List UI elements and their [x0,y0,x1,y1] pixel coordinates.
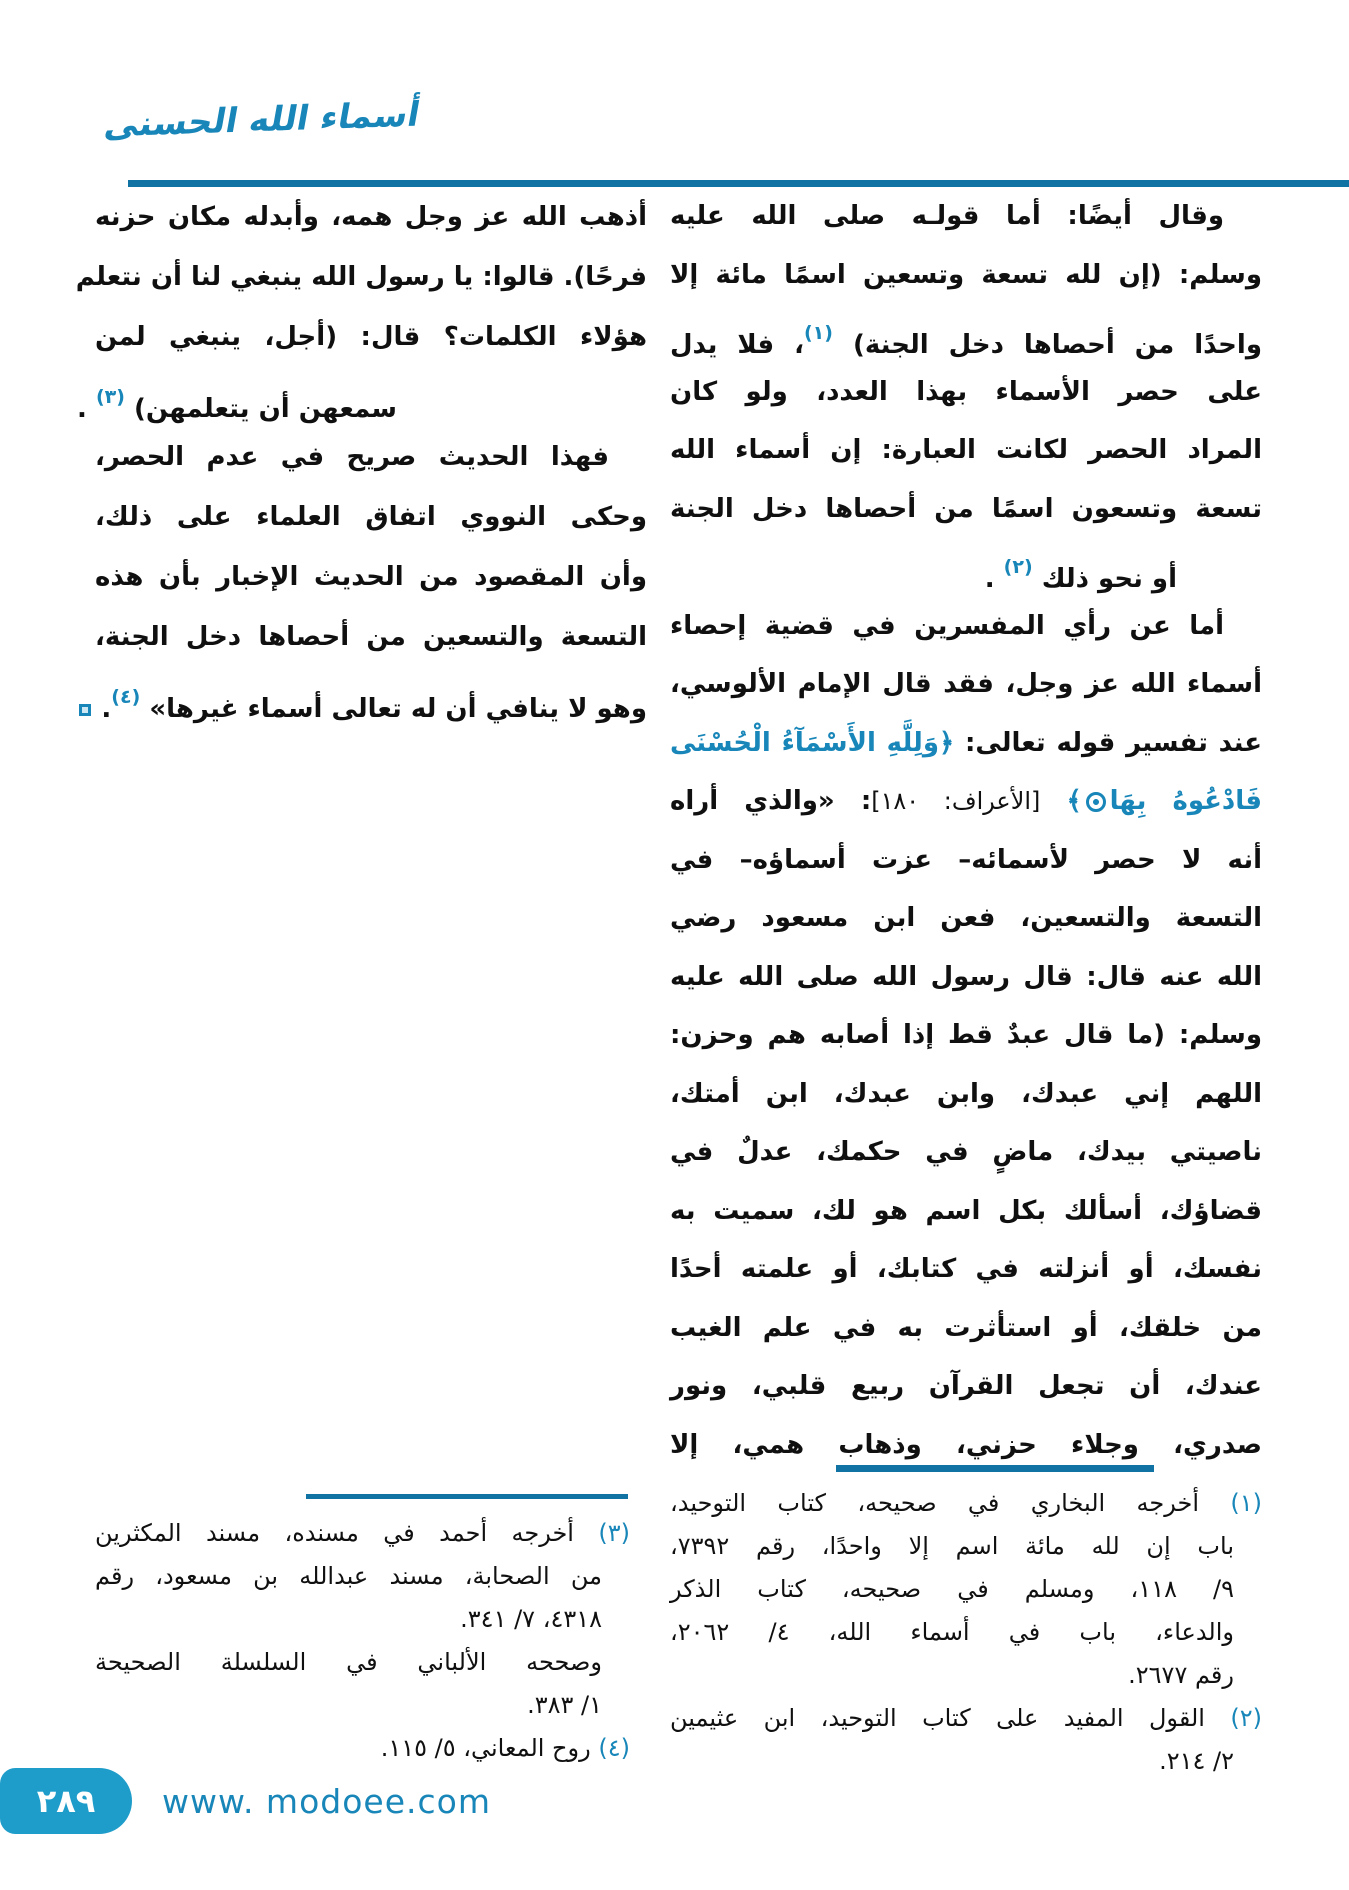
surah-reference: [الأعراف: ١٨٠] [871,787,1041,815]
text-segment: المراد الحصر لكانت العبارة: إن أسماء الله [670,435,1262,465]
text-segment: وقال أيضًا: أما قولـه صلى الله عليه [670,201,1224,231]
text-line [670,1006,1262,1065]
text-line [95,1727,630,1770]
text-line [95,1555,630,1598]
text-line [95,607,647,667]
book-title-calligraphy: أسماء الله الحسنى [101,94,424,146]
footnote-ref: (٣) [95,386,125,408]
text-line [670,187,1262,246]
text-segment: من خلقك، أو استأثرت به في علم الغيب [670,1312,1262,1343]
text-segment: اللهم إني عبدك، وابن عبدك، ابن أمتك، [670,1078,1262,1109]
text-line [95,1641,630,1684]
text-line [670,246,1262,305]
text-segment: : «والذي أراه [670,786,872,816]
text-line [670,1525,1262,1568]
text-segment: سمعهن أن يتعلمهن) [124,394,397,424]
text-line [670,1697,1262,1740]
text-segment: باب إن لله مائة اسم إلا واحدًا، رقم ٧٣٩٢، [670,1532,1234,1560]
text-segment: أما عن رأي المفسرين في قضية إحصاء [670,610,1224,641]
text-line [95,1512,630,1555]
text-segment: القول المفيد على كتاب التوحيد، ابن عثيمين [670,1704,1205,1732]
text-segment: ١/ ٣٨٣. [527,1691,602,1719]
text-line [670,948,1262,1007]
quran-verse-text: فَادْعُوهُ بِهَا [1109,786,1263,816]
footnote-marker: (٣) [573,1519,630,1547]
text-segment: وأن المقصود من الحديث الإخبار بأن هذه [95,562,647,592]
text-segment: أو نحو ذلك [1032,564,1177,594]
text-segment: روح المعاني، ٥/ ١١٥. [380,1734,591,1762]
text-segment: واحدًا من أحصاها دخل الجنة) [832,330,1262,360]
footnote-marker: (٢) [1204,1704,1262,1732]
text-line [670,480,1262,539]
text-line [670,421,1262,480]
text-segment: الله عنه قال: قال رسول الله صلى الله عليه [670,961,1262,992]
text-line [95,307,647,367]
text-line [670,1065,1262,1124]
text-segment: رقم ٢٦٧٧. [1128,1661,1234,1689]
header-rule [128,180,1349,187]
text-line [95,427,647,487]
text-line [670,538,1262,597]
text-segment: صدري، وجلاء حزني، وذهاب همي، إلا [670,1429,1262,1460]
footnotes-right [670,1482,1262,1783]
text-segment: . [101,694,112,724]
text-segment: تسعة وتسعون اسمًا من أحصاها دخل الجنة [670,493,1262,524]
text-line [95,1684,630,1727]
text-line [670,1240,1262,1299]
text-segment: أنه لا حصر لأسمائه– عزت أسماؤه– في [670,844,1262,875]
text-line [95,487,647,547]
section-end-icon [79,704,91,716]
text-line [670,363,1262,422]
footnote-marker: (١) [1199,1489,1262,1517]
text-segment: وسلم: (ما قال عبدٌ قط إذا أصابه هم وحزن: [670,1020,1262,1050]
text-segment: ٢/ ٢١٤. [1159,1747,1234,1775]
footnote-ref: (٢) [1003,556,1033,578]
text-segment [1040,786,1066,816]
page-number: ٢٨٩ [36,1782,96,1820]
text-line [670,304,1262,363]
text-line [95,667,647,727]
text-segment: عندك، أن تجعل القرآن ربيع قلبي، ونور [670,1371,1262,1401]
text-segment: ، فلا يدل [670,330,804,360]
text-segment: من الصحابة، مسند عبدالله بن مسعود، رقم [95,1562,602,1590]
text-line [95,187,647,247]
text-segment: على حصر الأسماء بهذا العدد، ولو كان [670,376,1262,407]
footnote-separator-left [306,1494,628,1499]
text-line [670,831,1262,890]
text-line [670,1482,1262,1525]
text-segment: نفسك، أو أنزلته في كتابك، أو علمته أحدًا [670,1254,1262,1284]
footnote-ref: (١) [803,322,833,344]
text-line [670,714,1262,773]
right-text-column [670,187,1262,1474]
text-segment: فهذا الحديث صريح في عدم الحصر، [95,442,609,472]
text-line [77,367,647,427]
footnotes-left [95,1512,630,1770]
text-line [670,597,1262,656]
footnote-marker: (٤) [590,1734,630,1762]
page-number-badge [0,1768,132,1834]
text-line [670,1182,1262,1241]
text-line [670,655,1262,714]
quran-verse-text: ﴿وَلِلَّهِ الأَسْمَآءُ الْحُسْنَى [670,727,955,758]
text-segment: عند تفسير قوله تعالى: [954,727,1263,758]
text-segment: أخرجه البخاري في صحيحه، كتاب التوحيد، [670,1489,1199,1517]
text-line [670,1299,1262,1358]
text-segment: التسعة والتسعين من أحصاها دخل الجنة، [95,622,647,652]
text-segment: وهو لا ينافي أن له تعالى أسماء غيرها» [140,694,647,724]
text-line [670,1123,1262,1182]
text-line [670,772,1262,831]
text-segment: هؤلاء الكلمات؟ قال: (أجل، ينبغي لمن [95,322,647,352]
text-line [670,1611,1262,1654]
website-url[interactable]: www. modoee.com [162,1782,491,1821]
text-segment: وحكى النووي اتفاق العلماء على ذلك، [95,502,647,532]
text-line [670,1654,1262,1697]
quran-verse-text: ﴾ [1066,786,1082,816]
text-segment: أخرجه أحمد في مسنده، مسند المكثرين [95,1519,574,1547]
text-segment: وصححه الألباني في السلسلة الصحيحة [95,1648,602,1676]
text-segment: قضاؤك، أسألك بكل اسم هو لك، سميت به [670,1195,1262,1226]
text-segment: . [77,394,96,424]
text-segment: أسماء الله عز وجل، فقد قال الإمام الألوسي، [670,669,1262,699]
text-segment: ٤٣١٨، ٧/ ٣٤١. [460,1605,602,1633]
footnote-ref: (٤) [111,686,141,708]
left-text-column [75,187,647,727]
book-page [10,0,1349,1890]
verse-end-rosette-icon [1086,792,1106,812]
text-line [95,1598,630,1641]
footnote-separator-right [836,1465,1154,1472]
text-segment: وسلم: (إن لله تسعة وتسعين اسمًا مائة إلا [670,259,1262,290]
text-line [670,889,1262,948]
text-line [670,1357,1262,1416]
text-line [75,247,647,307]
text-line [670,1740,1262,1783]
text-segment: التسعة والتسعين، فعن ابن مسعود رضي [670,903,1262,933]
text-segment: فرحًا). قالوا: يا رسول الله ينبغي لنا أن نتعلم [75,262,647,292]
text-segment: ناصيتي بيدك، ماضٍ في حكمك، عدلٌ في [670,1137,1262,1167]
text-line [95,547,647,607]
text-segment: أذهب الله عز وجل همه، وأبدله مكان حزنه [95,202,647,232]
text-segment: ٩/ ١١٨، ومسلم في صحيحه، كتاب الذكر [670,1575,1234,1603]
text-line [670,1568,1262,1611]
text-segment: . [984,564,1004,594]
text-segment: والدعاء، باب في أسماء الله، ٤/ ٢٠٦٢، [670,1618,1235,1646]
